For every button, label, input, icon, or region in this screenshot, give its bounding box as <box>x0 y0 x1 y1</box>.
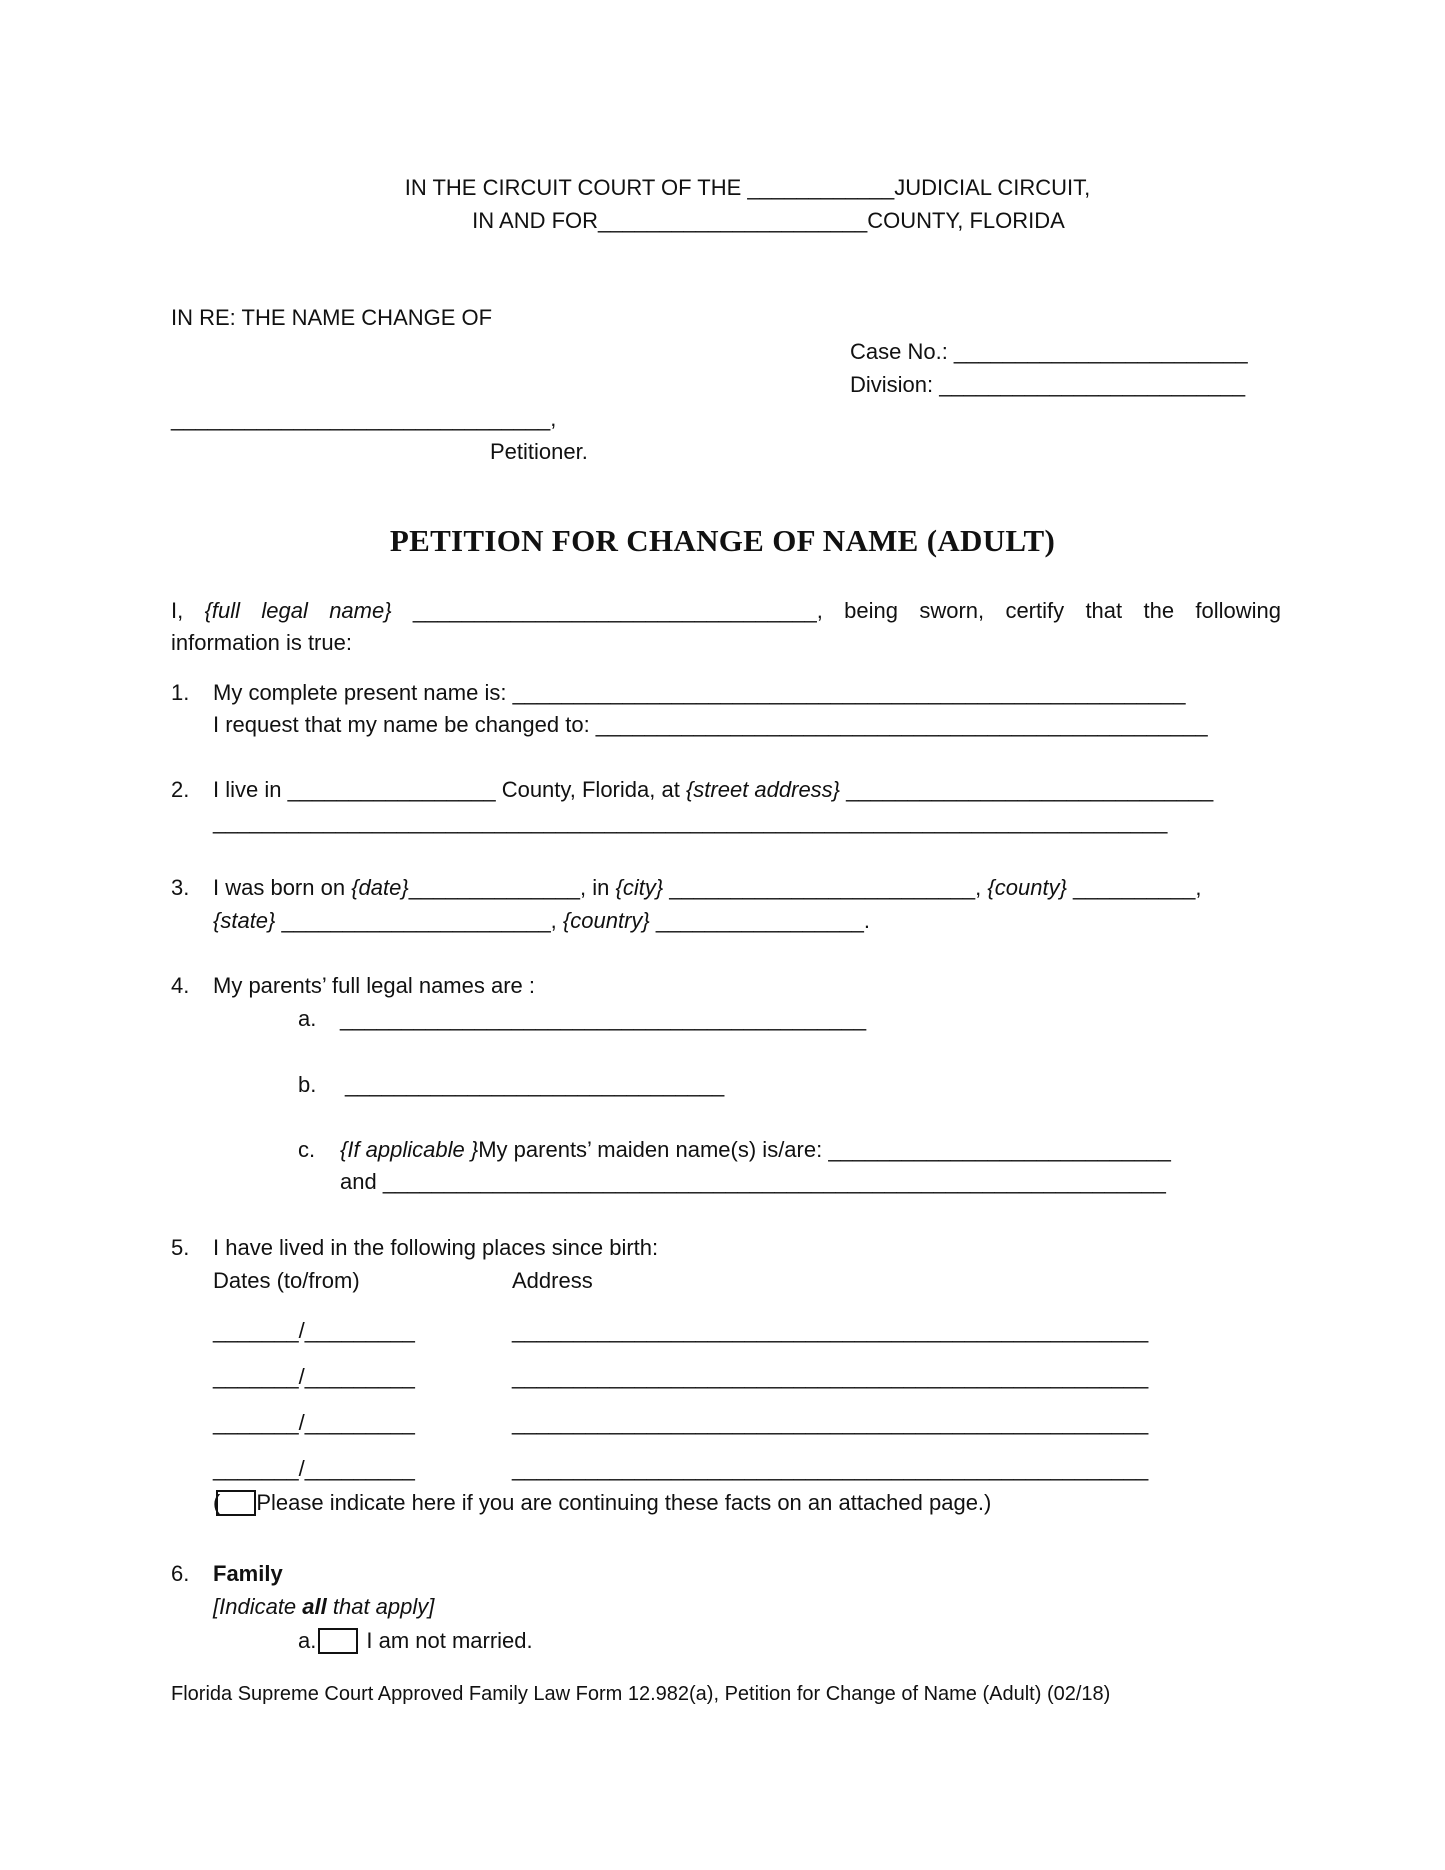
street-address-field[interactable]: ______________________________ <box>840 777 1214 802</box>
if-applicable-label: {If applicable } <box>340 1137 479 1162</box>
requested-name-field[interactable]: I request that my name be changed to: __________________________________________________ <box>213 712 1208 737</box>
dates-column-header: Dates (to/from) <box>213 1268 360 1293</box>
birth-country-field[interactable]: _________________. <box>649 908 870 933</box>
date-label: {date} <box>351 875 409 900</box>
in-re-label: IN RE: THE NAME CHANGE OF <box>171 305 493 330</box>
indicate-all-note <box>213 1596 434 1618</box>
intro-line1 <box>171 600 1281 622</box>
parent-c-label: c. <box>298 1137 316 1162</box>
intro-full-legal-name: {full legal name} <box>204 598 392 623</box>
parent-a-label: a. <box>298 1006 317 1031</box>
court-header-line2: IN AND FOR______________________COUNTY, FLORIDA <box>472 208 1065 233</box>
not-married-checkbox[interactable] <box>318 1628 358 1654</box>
residence-dates-field[interactable]: _______/_________ <box>213 1318 415 1343</box>
birth-line2[interactable] <box>213 910 870 932</box>
state-label: {state} <box>213 908 276 933</box>
maiden-name-field-2[interactable]: and ________________________________________________________________ <box>340 1169 1166 1194</box>
parents-heading: My parents’ full legal names are : <box>213 973 535 998</box>
petitioner-name-field[interactable]: _______________________________, <box>171 406 557 431</box>
address-column-header: Address <box>512 1268 593 1293</box>
parent-b-name-field[interactable]: _______________________________ <box>345 1072 725 1097</box>
birth-text: I was born on <box>213 875 352 900</box>
street-address-field-line2[interactable]: ______________________________________________________________________________ <box>213 809 1168 834</box>
residence-address-field[interactable]: ____________________________________________________ <box>512 1318 1149 1343</box>
petitioner-label: Petitioner. <box>490 439 588 464</box>
family-heading: Family <box>213 1561 283 1586</box>
residence-address-field[interactable]: ____________________________________________________ <box>512 1456 1149 1481</box>
birth-county-field[interactable]: __________, <box>1066 875 1202 900</box>
street-address-label: {street address} <box>685 777 841 802</box>
court-header-line1: IN THE CIRCUIT COURT OF THE ____________JUDICIAL CIRCUIT, <box>404 175 1091 200</box>
continuation-note <box>213 1490 991 1516</box>
maiden-name-field[interactable]: My parents’ maiden name(s) is/are: ____________________________ <box>478 1137 1171 1162</box>
county-label: {county} <box>987 875 1067 900</box>
parent-a-name-field[interactable]: ___________________________________________ <box>340 1006 867 1031</box>
division-field[interactable]: Division: _________________________ <box>850 372 1246 397</box>
residence-line1[interactable] <box>213 779 1213 801</box>
residence-address-field[interactable]: ____________________________________________________ <box>512 1364 1149 1389</box>
continuation-text: Please indicate here if you are continuing these facts on an attached page.) <box>256 1490 992 1515</box>
birth-line1[interactable] <box>213 877 1202 899</box>
birth-state-field[interactable]: ______________________, <box>275 908 563 933</box>
residence-county-text: I live in _________________ County, Florida, at <box>213 777 686 802</box>
item-number: 4. <box>171 973 190 998</box>
form-footer: Florida Supreme Court Approved Family Law Form 12.982(a), Petition for Change of Name (Adult) (02/18) <box>171 1683 1111 1705</box>
intro-line2: information is true: <box>171 630 352 655</box>
document-title: PETITION FOR CHANGE OF NAME (ADULT) <box>389 523 1056 558</box>
intro-i: I, <box>171 598 184 623</box>
residence-dates-field[interactable]: _______/_________ <box>213 1456 415 1481</box>
residence-dates-field[interactable]: _______/_________ <box>213 1410 415 1435</box>
residence-address-field[interactable]: ____________________________________________________ <box>512 1410 1149 1435</box>
not-married-text: I am not married. <box>366 1628 533 1653</box>
city-label: {city} <box>615 875 664 900</box>
option-a-label: a. <box>298 1628 317 1653</box>
birth-date-field[interactable]: ______________, in <box>408 875 616 900</box>
full-legal-name-field[interactable]: _________________________________, <box>412 598 823 623</box>
indicate-pre: [Indicate <box>213 1594 303 1619</box>
intro-rest: being sworn, certify that the following <box>844 598 1281 623</box>
country-label: {country} <box>562 908 650 933</box>
continuation-paren: ( <box>213 1490 221 1515</box>
item-number: 2. <box>171 777 190 802</box>
not-married-option <box>298 1628 533 1654</box>
case-number-field[interactable]: Case No.: ________________________ <box>850 339 1248 364</box>
present-name-field[interactable]: My complete present name is: _______________________________________________________ <box>213 680 1186 705</box>
item-number: 3. <box>171 875 190 900</box>
indicate-all-bold: all <box>302 1594 327 1619</box>
indicate-post: that apply] <box>326 1594 435 1619</box>
item-number: 6. <box>171 1561 190 1586</box>
parent-b-label: b. <box>298 1072 317 1097</box>
continuation-checkbox[interactable] <box>216 1490 256 1516</box>
item-number: 1. <box>171 680 190 705</box>
birth-city-field[interactable]: _________________________, <box>663 875 988 900</box>
residences-heading: I have lived in the following places since birth: <box>213 1235 659 1260</box>
item-number: 5. <box>171 1235 190 1260</box>
residence-dates-field[interactable]: _______/_________ <box>213 1364 415 1389</box>
maiden-names-line1[interactable] <box>340 1139 1171 1161</box>
